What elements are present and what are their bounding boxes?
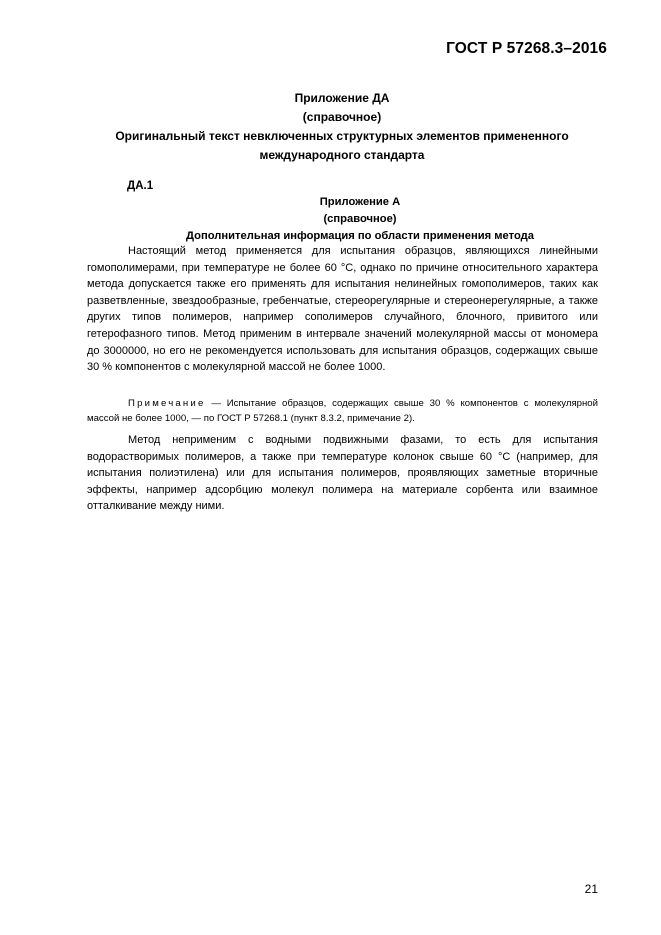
- document-code: ГОСТ Р 57268.3–2016: [446, 40, 607, 57]
- section-heading-text: Дополнительная информация по области применения метода: [186, 230, 534, 242]
- paragraph-1: Настоящий метод применяется для испытания образцов, являющихся линейными гомополимерами, при температуре не более 60 °С, однако по причине относительного характера метода допускается также его применять для испытания нелинейных гомополимеров, таких как разветвленные, звездообразные, гребенчатые, стереорегулярные и стереонерегулярные, а также других типов полимеров, например сополимеров случайного, блочного, привитого или гетерофазного типов. Метод применим в интервале значений молекулярной массы от мономера до 3000000, но его не рекомендуется использовать для испытания образцов, содержащих свыше 30 % компонентов с молекулярной массой не более 1000.: [87, 245, 598, 374]
- appendix-subtitle-line1: Оригинальный текст невключенных структурных элементов примененного: [115, 129, 569, 143]
- appendix-heading: [86, 89, 598, 165]
- section-label: ДА.1: [127, 180, 154, 192]
- note-label: Примечание: [128, 398, 206, 409]
- note: [87, 396, 598, 426]
- note-text: — Испытание образцов, содержащих свыше 30 % компонентов с молекулярной массой не более 1000, — по ГОСТ Р 57268.1 (пункт 8.3.2, примечание 2).: [87, 398, 598, 424]
- section-heading: [140, 194, 580, 245]
- paragraph-2: Метод неприменим с водными подвижными фазами, то есть для испытания водорастворимых полимеров, а также при температуре колонок свыше 60 °С (например, для испытания полиэтилена) или для испытания полимеров, проявляющих заметные вторичные эффекты, например адсорбцию молекул полимера на материале сорбента или взаимное отталкивание между ними.: [87, 434, 598, 513]
- section-title: Приложение А: [319, 196, 401, 208]
- appendix-title: Приложение ДА: [294, 91, 390, 105]
- appendix-subtitle-line2: международного стандарта: [259, 148, 425, 162]
- section-status: (справочное): [323, 213, 397, 225]
- appendix-status: (справочное): [302, 110, 382, 124]
- page-number: 21: [584, 882, 598, 896]
